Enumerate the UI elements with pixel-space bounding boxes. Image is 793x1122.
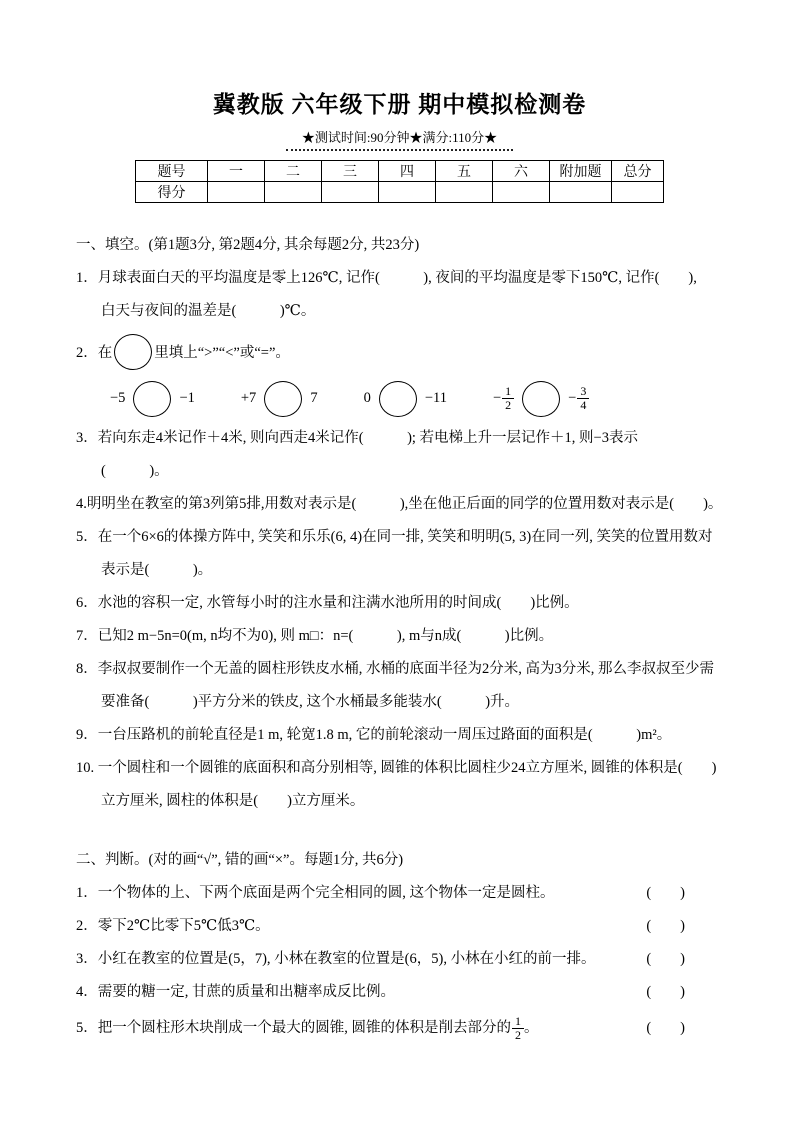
section-judge: [76, 844, 723, 1047]
score-table-header-cell: 五: [436, 161, 493, 182]
judge-item-text: 2．零下2℃比零下5℃低3℃。: [76, 918, 270, 934]
comparison-right: −1: [179, 390, 195, 406]
judge-item: [76, 877, 723, 910]
score-table-header-cell: 四: [379, 161, 436, 182]
question-3-line-1: 3．若向东走4米记作＋4米, 则向西走4米记作( ); 若电梯上升一层记作＋1, 则−3表示: [76, 430, 638, 446]
score-table-header-row: [136, 161, 664, 182]
blank-circle-icon: [133, 381, 171, 417]
comparison-item: [364, 381, 447, 417]
question-2-prefix: 2．在: [76, 345, 113, 361]
answer-blank: ( ): [646, 951, 685, 967]
blank-circle-icon: [114, 334, 152, 370]
score-cell: [379, 182, 436, 203]
fraction-sign: −: [492, 390, 502, 406]
score-table-header-cell: 附加题: [550, 161, 612, 182]
score-cell: [493, 182, 550, 203]
comparison-left: −5: [110, 390, 126, 406]
judge-item: [76, 943, 723, 976]
section-heading-judge: 二、判断。(对的画“√”, 错的画“×”。每题1分, 共6分): [76, 852, 404, 868]
comparison-left: +7: [240, 390, 257, 406]
judge-item: [76, 910, 723, 943]
judge-item: [76, 976, 723, 1009]
comparison-left: 0: [363, 390, 371, 406]
question-5-line-2: 表示是( )。: [101, 562, 213, 578]
judge-item: [76, 1009, 723, 1047]
score-cell: [436, 182, 493, 203]
score-table-header-cell: 三: [322, 161, 379, 182]
fraction-denominator: 2: [505, 398, 512, 412]
question-2-comparisons: [110, 375, 723, 422]
blank-circle-icon: [522, 381, 560, 417]
score-cell: [208, 182, 265, 203]
fraction-denominator: 2: [515, 1027, 521, 1042]
score-table-header-cell: 题号: [136, 161, 208, 182]
score-cell: [550, 182, 612, 203]
score-table-header-cell: 六: [493, 161, 550, 182]
blank-circle-icon: [379, 381, 417, 417]
question-1-line-1: 1．月球表面白天的平均温度是零上126℃, 记作( ), 夜间的平均温度是零下150℃, 记作( ),: [76, 270, 697, 286]
question-8-line-2: 要准备( )平方分米的铁皮, 这个水桶最多能装水( )升。: [101, 694, 520, 710]
score-table-header-cell: 总分: [612, 161, 664, 182]
judge-item-text: 3．小红在教室的位置是(5，7), 小林在教室的位置是(6，5), 小林在小红的前一排。: [76, 951, 596, 967]
question-9-line-1: 9．一台压路机的前轮直径是1 m, 轮宽1.8 m, 它的前轮滚动一周压过路面的面积是( )m²。: [76, 727, 672, 743]
score-label-cell: 得分: [136, 182, 208, 203]
question-10-line-1: 10. 一个圆柱和一个圆锥的底面积和高分别相等, 圆锥的体积比圆柱少24立方厘米, 圆锥的体积是( ): [76, 760, 717, 776]
question-8-line-1: 8．李叔叔要制作一个无盖的圆柱形铁皮水桶, 水桶的底面半径为2分米, 高为3分米, 那么李叔叔至少需: [76, 661, 714, 677]
comparison-item: [241, 381, 318, 417]
comparison-right: −11: [424, 390, 447, 406]
question-5-line-1: 5．在一个6×6的体操方阵中, 笑笑和乐乐(6, 4)在同一排, 笑笑和明明(5, 3)在同一列, 笑笑的位置用数对: [76, 529, 713, 545]
judge-item-text: 5．把一个圆柱形木块削成一个最大的圆锥, 圆锥的体积是削去部分的: [76, 1019, 511, 1036]
question-6-line-1: 6．水池的容积一定, 水管每小时的注水量和注满水池所用的时间成( )比例。: [76, 595, 579, 611]
fraction-numerator: 1: [512, 1015, 524, 1029]
question-2-line: [76, 328, 723, 375]
judge-item-text: 4．需要的糖一定, 甘蔗的质量和出糖率成反比例。: [76, 984, 395, 1000]
score-cell: [322, 182, 379, 203]
fraction-sign: −: [568, 390, 577, 406]
fraction-numerator: 1: [502, 385, 514, 399]
comparison-item-fractions: [493, 381, 589, 417]
fraction-stack: [502, 385, 514, 412]
exam-meta-row: [76, 127, 723, 151]
score-table-header-cell: 一: [208, 161, 265, 182]
question-1-line-2: 白天与夜间的温差是( )℃。: [101, 303, 316, 319]
judge-item-text-after: 。: [524, 1019, 539, 1036]
score-cell: [612, 182, 664, 203]
fraction-right: [568, 385, 589, 412]
answer-blank: ( ): [646, 1019, 685, 1036]
fraction-left: [493, 385, 514, 412]
answer-blank: ( ): [646, 918, 685, 934]
score-table-score-row: [136, 182, 664, 203]
score-table-header-cell: 二: [265, 161, 322, 182]
score-table: [135, 160, 664, 203]
question-10-line-2: 立方厘米, 圆柱的体积是( )立方厘米。: [101, 793, 365, 809]
score-cell: [265, 182, 322, 203]
comparison-item: [110, 381, 195, 417]
fraction-stack: [512, 1015, 524, 1042]
question-3-line-2: ( )。: [101, 463, 169, 479]
judge-item-text: 1．一个物体的上、下两个底面是两个完全相同的圆, 这个物体一定是圆柱。: [76, 885, 555, 901]
question-2-suffix: 里填上“>”“<”或“=”。: [154, 345, 290, 361]
fraction: [511, 1015, 524, 1042]
question-7-line-1: 7．已知2 m−5n=0(m, n均不为0), 则 m□：n=( ), m与n成( )比例。: [76, 628, 554, 644]
answer-blank: ( ): [646, 885, 685, 901]
answer-blank: ( ): [646, 984, 685, 1000]
exam-meta: ★测试时间:90分钟★满分:110分★: [286, 127, 513, 151]
fraction-stack: [577, 385, 589, 412]
section-heading-fill: 一、填空。(第1题3分, 第2题4分, 其余每题2分, 共23分): [76, 237, 420, 253]
section-fill: [76, 229, 723, 818]
question-4-line-1: 4.明明坐在教室的第3列第5排,用数对表示是( ),坐在他正后面的同学的位置用数对表示是( )。: [76, 496, 723, 512]
comparison-right: 7: [310, 390, 318, 406]
page-title: 冀教版 六年级下册 期中模拟检测卷: [212, 92, 587, 117]
fraction-denominator: 4: [580, 398, 587, 412]
fraction-numerator: 3: [577, 385, 589, 399]
blank-circle-icon: [264, 381, 302, 417]
